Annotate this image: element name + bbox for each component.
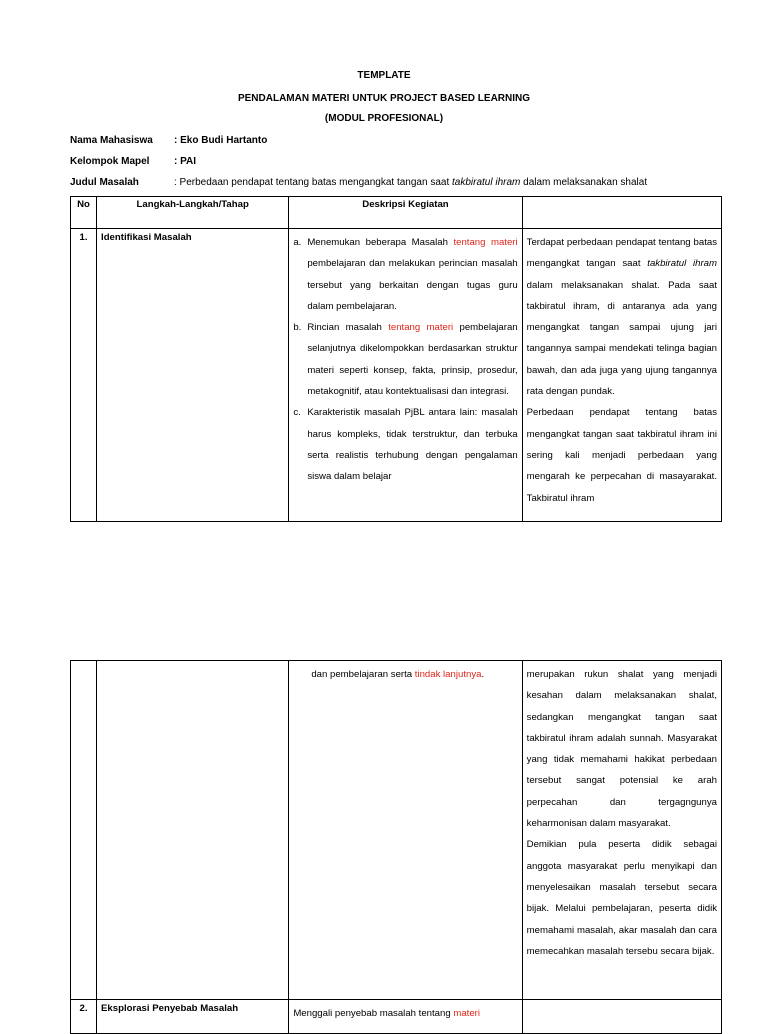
explanation-paragraph: Demikian pula peserta didik sebagai anggota masyarakat perlu menyikapi dan menyelesaikan masalah tersebut secara bijak. Melalui pembelajaran, peserta didik memahami masalah, akar masalah dan cara memecahkan masalah tersebu secara bijak.: [526, 839, 717, 957]
explanation-paragraph: Terdapat perbedaan pendapat tentang batas mengangkat tangan saat takbiratul ihram dalam melaksanakan shalat. Pada saat takbiratul ihram, di antaranya ada yang mengangkat tangan sampai ujung jari tangannya sampai mendekati telinga bagian bawah, dan ada juga yang ujung tangannya rata dengan pundak.: [526, 237, 717, 398]
row-explanation: [522, 661, 721, 1000]
col-header-desc: Deskripsi Kegiatan: [289, 197, 522, 229]
meta-judul-suffix: dalam melaksanakan shalat: [520, 177, 648, 188]
meta-judul: [70, 177, 647, 188]
list-item: a. Menemukan beberapa Masalah tentang materi pembelajaran dan melakukan perincian masalah tersebut yang berkaitan dengan tugas guru dalam pembelajaran.: [293, 237, 518, 312]
meta-kelompok: [70, 156, 196, 167]
table-row: [71, 661, 722, 1000]
meta-nama: [70, 135, 267, 146]
row-number: 1.: [71, 229, 97, 522]
row-step: Eksplorasi Penyebab Masalah: [97, 1000, 289, 1034]
activity-table-continued: [70, 660, 722, 1034]
row-number: [71, 661, 97, 1000]
explanation-paragraph: Perbedaan pendapat tentang batas mengangkat tangan saat takbiratul ihram ini sering kali menjadi perbedaan yang mengarah ke perpecahan di masayarakat. Takbiratul ihram: [526, 407, 717, 504]
row-description: [289, 229, 522, 522]
doc-subtitle: PENDALAMAN MATERI UNTUK PROJECT BASED LEARNING: [237, 93, 531, 104]
meta-nama-value: : Eko Budi Hartanto: [174, 135, 268, 146]
meta-kelompok-label: Kelompok Mapel: [70, 156, 150, 167]
col-header-step: Langkah-Langkah/Tahap: [97, 197, 289, 229]
table-header-row: [71, 197, 722, 229]
row-explanation: [522, 1000, 721, 1034]
col-header-extra: [522, 197, 721, 229]
explanation-paragraph: merupakan rukun shalat yang menjadi kesahan dalam melaksanakan shalat, sedangkan mengangkat tangan saat takbiratul ihram adalah sunnah. Masyarakat yang tidak memahami hakikat perbedaan tersebut sangat potensial ke arah perpecahan dan tergagngunya keharmonisan dalam masyarakat.: [526, 669, 717, 830]
meta-kelompok-value: : PAI: [174, 156, 197, 167]
list-item: b. Rincian masalah tentang materi pembelajaran selanjutnya dikelompokkan berdasarkan struktur materi seperti konsep, fakta, prinsip, prosedur, metakognitif, atau kontektualisasi dan integrasi.: [293, 322, 518, 398]
table-row: [71, 1000, 722, 1034]
col-header-no: No: [71, 197, 97, 229]
row-number: 2.: [71, 1000, 97, 1034]
meta-judul-italic: takbiratul ihram: [452, 177, 521, 188]
doc-title: TEMPLATE: [357, 70, 411, 81]
meta-nama-label: Nama Mahasiswa: [70, 135, 153, 146]
row-step: Identifikasi Masalah: [97, 229, 289, 522]
activity-table: [70, 196, 722, 522]
doc-module: (MODUL PROFESIONAL): [324, 113, 444, 124]
row-explanation: [522, 229, 721, 522]
list-item: c. Karakteristik masalah PjBL antara lain: masalah harus kompleks, tidak terstruktur, dan terbuka serta realistis terhubung dengan pengalaman siswa dalam belajar: [293, 407, 518, 483]
meta-judul-label: Judul Masalah: [70, 177, 139, 188]
row-description: Menggali penyebab masalah tentang materi: [289, 1000, 522, 1034]
row-description: dan pembelajaran serta tindak lanjutnya.: [289, 661, 522, 1000]
row-step: [97, 661, 289, 1000]
meta-judul-prefix: : Perbedaan pendapat tentang batas mengangkat tangan saat: [174, 177, 452, 188]
table-row: [71, 229, 722, 522]
